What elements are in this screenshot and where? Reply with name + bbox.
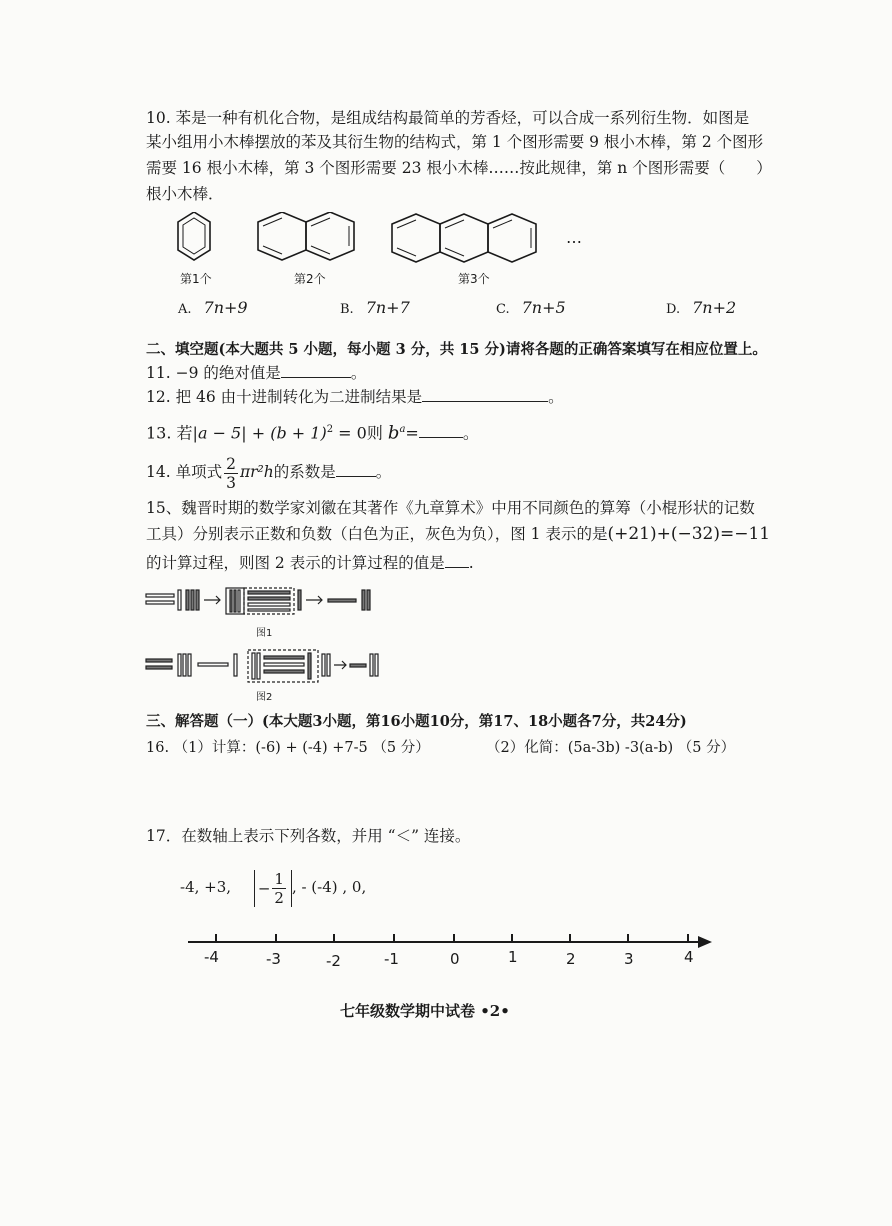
- naphthalene: [258, 212, 354, 260]
- fig1-caption: 图1: [256, 628, 273, 639]
- fig-label-1: 第1个: [180, 272, 212, 286]
- q15-line1: 15、魏晋时期的数学家刘徽在其著作《九章算术》中用不同颜色的算筹（小棍形状的记数: [146, 499, 755, 517]
- q15-line2: 工具）分别表示正数和负数（白色为正，灰色为负），图 1 表示的是(+21)+(−32)=−11: [146, 524, 771, 544]
- q17-text: 17．在数轴上表示下列各数，并用 “＜” 连接。: [146, 827, 471, 845]
- q10-line4: 根小木棒．: [146, 185, 224, 203]
- section-2-title: 二、填空题(本大题共 5 小题，每小题 3 分，共 15 分)请将各题的正确答案填写在相应位置上。: [146, 341, 767, 358]
- q12: 12. 把 46 由十进制转化为二进制结果是 。: [146, 388, 564, 406]
- axis-label: 3: [624, 950, 634, 968]
- q16-part2: （2）化简：(5a-3b) -3(a-b) （5 分）: [486, 740, 736, 756]
- coefficient-fraction: $\frac{2}{3}$: [226, 454, 236, 492]
- q13: 13. 若$|a - 5| + (b + 1)^2 = 0$则 $b^a=$ 。: [146, 422, 479, 444]
- rod-figure-2: [144, 648, 384, 686]
- q15-line3: 的计算过程，则图 2 表示的计算过程的值是 .: [146, 554, 474, 572]
- q10-line2: 某小组用小木棒摆放的苯及其衍生物的结构式，第 1 个图形需要 9 根小木棒，第 2 个图形: [146, 133, 764, 151]
- option-a: A. 7n+9: [178, 298, 248, 317]
- page-footer: 七年级数学期中试卷 •2•: [340, 1002, 510, 1020]
- axis-label: 0: [450, 950, 460, 968]
- q11: 11. −9 的绝对值是 。: [146, 364, 367, 382]
- axis-label: 2: [566, 950, 576, 968]
- q17-numbers: -4, +3, − $\frac{1}{2}$ , - (-4) , 0,: [180, 869, 367, 907]
- rod-figure-1: [144, 584, 384, 620]
- q16-part1: 16. （1）计算：(-6) + (-4) +7-5 （5 分）: [146, 740, 430, 756]
- q10-line1: 10. 苯是一种有机化合物，是组成结构最简单的芳香烃，可以合成一系列衍生物．如图是: [146, 109, 750, 127]
- fig-label-3: 第3个: [458, 272, 490, 286]
- axis-label: 1: [508, 948, 518, 966]
- abs-neg-half: − $\frac{1}{2}$: [254, 870, 292, 907]
- benzene-figures: [170, 212, 610, 272]
- option-d: D. 7n+2: [666, 298, 737, 317]
- axis-label: -3: [266, 950, 281, 968]
- fig2-caption: 图2: [256, 692, 273, 703]
- option-c: C. 7n+5: [496, 298, 566, 317]
- axis-label: -4: [204, 948, 219, 966]
- option-b: B. 7n+7: [340, 298, 410, 317]
- ellipsis: …: [566, 228, 582, 247]
- axis-label: -2: [326, 952, 341, 970]
- fig-label-2: 第2个: [294, 272, 326, 286]
- axis-label: -1: [384, 950, 399, 968]
- axis-label: 4: [684, 948, 694, 966]
- section-3-title: 三、解答题（一）(本大题3小题，第16小题10分，第17、18小题各7分，共24分): [146, 713, 687, 730]
- q10-line3: 需要 16 根小木棒，第 3 个图形需要 23 根小木棒……按此规律，第 n 个图形需要（ ）: [146, 159, 772, 177]
- anthracene: [392, 214, 536, 262]
- q14: 14. 单项式 $\frac{2}{3}$ πr²h的系数是 。: [146, 454, 392, 492]
